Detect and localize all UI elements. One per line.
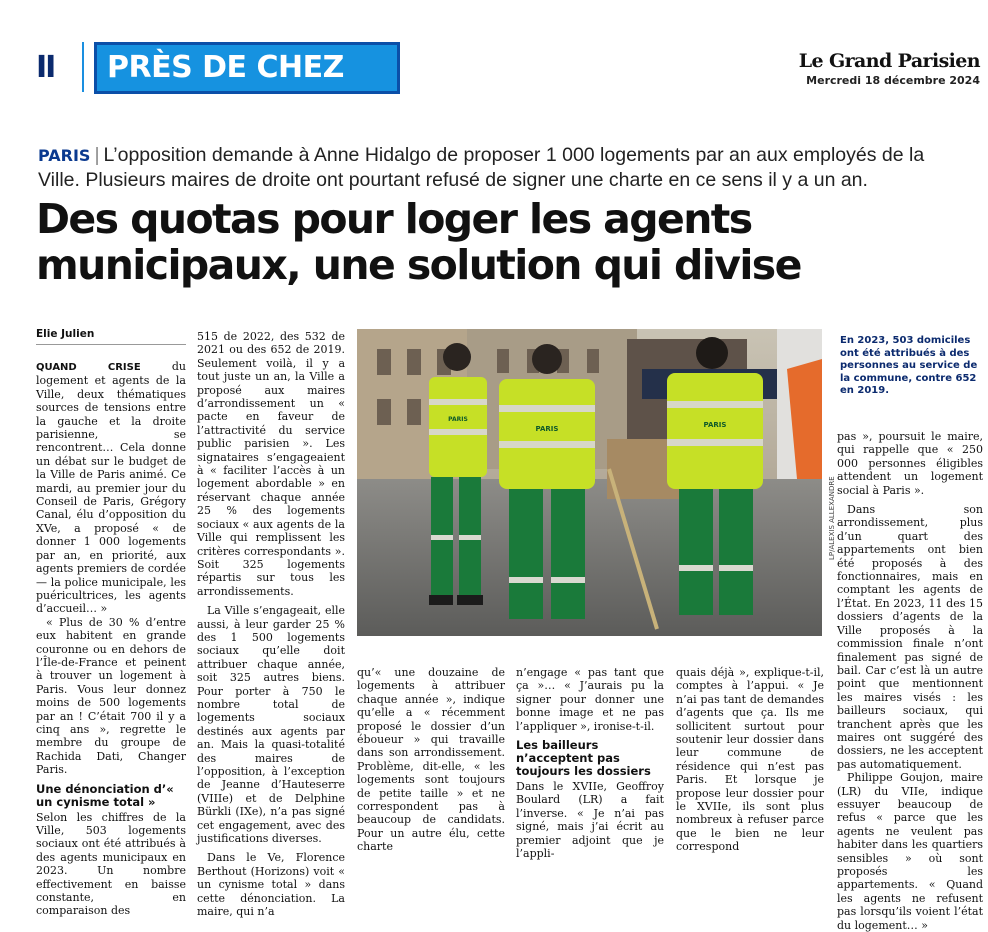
column-1 xyxy=(36,360,186,918)
headline-line-1: Des quotas pour loger les agents xyxy=(36,195,752,243)
paragraph: quais déjà », explique-t-il, comptes à l’appui. « Je n’ai pas tant de demandes d’agents que ça. Ils me sollicitent surtout pour soutenir leur dossier dans leur commune de résidence qui n’est pas Paris. Et lorsque je propose leur dossier pour le XVIIe, ils sont plus nombreux à refuser parce que le bien ne leur correspond xyxy=(676,666,824,854)
paragraph: Dans son arrondissement, plus d’un quart des appartements ont bien été proposés à des fonctionnaires, mais en comptant les agents de l’État. En 2023, 11 des 15 dossiers d’agents de la Ville proposés à la commission finale n’ont finalement pas signé de bail. Car c’est là un autre point que mentionnent les maires visés : les bailleurs sociaux, qui tranchent après que les maires ont suggéré des dossiers, ne les acceptent pas automatiquement. xyxy=(837,503,983,771)
photo-caption: En 2023, 503 domiciles ont été attribués à des personnes au service de la commune, contre 652 en 2019. xyxy=(840,335,978,396)
byline: Elie Julien xyxy=(36,328,186,345)
subhead: Les bailleurs n’acceptent pas toujours les dossiers xyxy=(516,738,651,779)
paragraph: qu’« une douzaine de logements à attribuer chaque année », indique qu’elle a « récemment proposé le dossier d’un éboueur » qui travaille dans son arrondissement. Problème, dit-elle, « les logements sont toujours de petite taille » et ne correspondent pas à beaucoup de candidats. Pour un autre élu, cette charte xyxy=(357,666,505,854)
column-2 xyxy=(197,330,345,918)
paragraph: La Ville s’engageait, elle aussi, à leur garder 25 % des 1 500 logements sociaux qu’elle doit attribuer chaque année, soit 325 autres biens. Pour porter à 750 le nombre total de logements sociaux destinés aux agents par an. Mais la quasi-totalité des maires de l’opposition, à l’exception de Jeanne d’Hauteserre (VIIIe) et de Delphine Bürkli (IXe), n’a pas signé cet engagement, avec des justifications diverses. xyxy=(197,604,345,846)
tag-separator: | xyxy=(94,144,100,166)
subhead: Une dénonciation d’« un cynisme total » xyxy=(36,781,174,809)
article-headline xyxy=(36,196,956,288)
issue-date: Mercredi 18 décembre 2024 xyxy=(806,74,980,87)
headline-line-2: municipaux, une solution qui divise xyxy=(36,241,801,289)
paragraph: QUAND CRISE du logement et agents de la Ville, deux thématiques sources de tensions entre la gauche et la droite parisienne, se rencontrent… Cela donne un débat sur le budget de la Ville de Paris animé. Ce mardi, au premier jour du Conseil de Paris, Grégory Canal, élu d’opposition du XVe, a proposé « de donner 1 000 logements par an, en priorité, aux agents premiers de cordée — la police municipale, les puéricultrices, les agents d’accueil… » xyxy=(36,360,186,616)
paragraph: Selon les chiffres de la Ville, 503 logements sociaux ont été attribués à des agents municipaux en 2023. Un nombre effectivement en baisse constante, en comparaison des xyxy=(36,810,186,918)
header-divider xyxy=(82,42,84,92)
paragraph: Dans le Ve, Florence Berthout (Horizons) voit « un cynisme total » dans cette dénonciation. La maire, qui n’a xyxy=(197,851,345,919)
article-photo xyxy=(357,329,822,636)
page-number: II xyxy=(36,50,55,85)
newspaper-brand: Le Grand Parisien xyxy=(798,50,980,72)
street-workers-illustration xyxy=(357,329,822,636)
column-4 xyxy=(516,666,664,860)
vest-label: PARIS xyxy=(535,425,559,433)
paragraph: « Plus de 30 % d’entre eux habitent en grande couronne ou en dehors de l’Île-de-France et peinent à trouver un logement à Paris. Vous leur donnez moins de 500 logements par an ! C’était 700 il y a cinq ans », regrette le membre du groupe de Rachida Dati, Changer Paris. xyxy=(36,615,186,777)
masthead xyxy=(799,50,980,87)
kicker-text: L’opposition demande à Anne Hidalgo de proposer 1 000 logements par an aux employés de la Ville. Plusieurs maires de droite ont pourtant refusé de signer une charte en ce sens il y a un an. xyxy=(38,144,925,191)
column-5 xyxy=(676,666,824,854)
paragraph: Dans le XVIIe, Geoffroy Boulard (LR) a fait l’inverse. « Je n’ai pas signé, mais j’ai écrit au premier adjoint que je l’appli- xyxy=(516,780,664,861)
photo-credit: LP/ALEXIS ALLEXANDRE xyxy=(828,476,836,560)
paragraph: Philippe Goujon, maire (LR) du VIIe, indique essuyer beaucoup de refus « parce que les agents ne veulent pas habiter dans les quartiers sensibles » où sont proposés les appartements. « Quand les agents ne refusent pas lorsqu’ils voient l’état du logement… » xyxy=(837,771,983,932)
article-kicker xyxy=(38,143,958,192)
paragraph: 515 de 2022, des 532 de 2021 ou des 652 de 2019. Seulement voilà, il y a tout juste un an, la Ville a proposé aux maires d’arrondissement un « pacte en faveur de l’attractivité du service public parisien ». Les signataires s’engageaient à « faciliter l’accès à un logement abordable » en réservant chaque année 25 % des logements sociaux « aux agents de la Ville qui remplissent les critères correspondants ». Soit 325 logements répartis sur tous les arrondissements. xyxy=(197,330,345,598)
vest-label: PARIS xyxy=(703,421,727,429)
vest-label: PARIS xyxy=(448,416,468,423)
section-banner: PRÈS DE CHEZ VOUS xyxy=(94,42,400,94)
lead-in: QUAND CRISE xyxy=(36,362,141,373)
column-6 xyxy=(837,430,983,932)
location-tag: PARIS xyxy=(38,146,91,165)
column-3 xyxy=(357,666,505,854)
paragraph: pas », poursuit le maire, qui rappelle que « 250 000 personnes éligibles attendent un logement social à Paris ». xyxy=(837,430,983,497)
paragraph: n’engage « pas tant que ça »… « J’aurais pu la signer pour donner une bonne image et ne pas l’appliquer », ironise-t-il. xyxy=(516,666,664,733)
